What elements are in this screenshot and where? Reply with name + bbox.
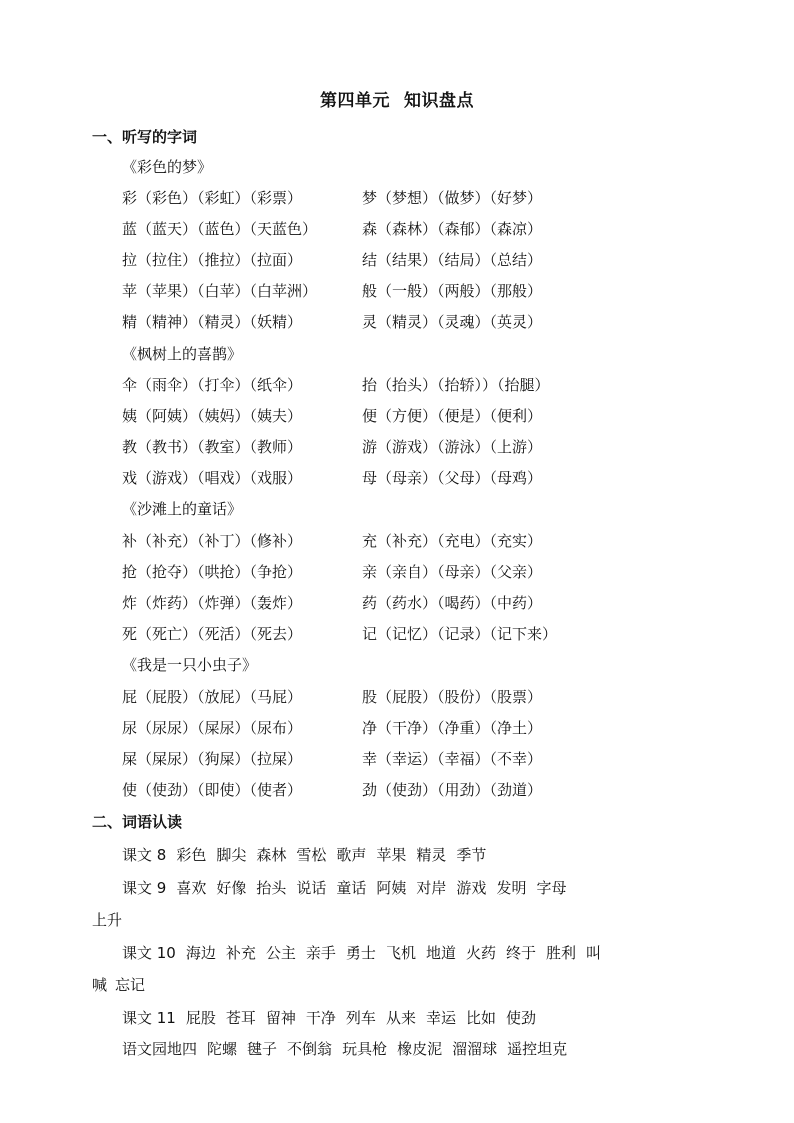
- vocab-word: 遥控坦克: [507, 1040, 568, 1058]
- vocab-word: 喜欢: [176, 879, 207, 897]
- vocab-word: 叫: [586, 944, 602, 962]
- vocab-word: 不倒翁: [287, 1040, 333, 1058]
- vocab-word: 屁股: [185, 1009, 216, 1027]
- char-entry: 森（森林）（森郁）（森凉）: [362, 220, 543, 238]
- vocab-word: 留神: [265, 1009, 296, 1027]
- vocab-word: 比如: [465, 1009, 496, 1027]
- char-entry: 姨（阿姨）（姨妈）（姨夫）: [122, 407, 303, 425]
- vocab-word: 好像: [216, 879, 247, 897]
- vocab-word: 幸运: [425, 1009, 456, 1027]
- char-entry: 戏（游戏）（唱戏）（戏服）: [122, 469, 303, 487]
- vocab-word: 补充: [225, 944, 256, 962]
- vocab-word: 亲手: [305, 944, 336, 962]
- vocab-word: 游戏: [456, 879, 487, 897]
- page-title: [0, 86, 794, 111]
- char-entry: 幸（幸运）（幸福）（不幸）: [362, 750, 543, 768]
- char-entry: 精（精神）（精灵）（妖精）: [122, 313, 303, 331]
- vocab-word: 公主: [265, 944, 296, 962]
- vocab-word: 干净: [305, 1009, 336, 1027]
- char-entry: 屁（屁股）（放屁）（马屁）: [122, 688, 303, 706]
- vocab-word: 对岸: [416, 879, 447, 897]
- char-entry: 补（补充）（补丁）（修补）: [122, 532, 303, 550]
- vocab-word: 彩色: [176, 846, 207, 864]
- vocab-word: 精灵: [416, 846, 447, 864]
- vocab-word: 喊: [92, 976, 108, 994]
- char-entry: 抬（抬头）（抬轿））（抬腿）: [362, 376, 550, 394]
- vocab-row: [122, 1007, 546, 1028]
- vocab-word: 列车: [345, 1009, 376, 1027]
- char-entry: 抢（抢夺）（哄抢）（争抢）: [122, 563, 303, 581]
- char-entry: 灵（精灵）（灵魂）（英灵）: [362, 313, 543, 331]
- lesson-label: 语文园地四: [122, 1040, 198, 1058]
- vocab-word: 发明: [496, 879, 527, 897]
- vocab-row-continuation: [92, 974, 153, 995]
- vocab-word: 抬头: [256, 879, 287, 897]
- vocab-row-continuation: [92, 909, 130, 930]
- vocab-word: 雪松: [296, 846, 327, 864]
- vocab-word: 飞机: [385, 944, 416, 962]
- vocab-word: 毽子: [247, 1040, 278, 1058]
- lesson-label: 课文 9: [122, 879, 167, 897]
- vocab-word: 季节: [456, 846, 487, 864]
- char-entry: 亲（亲自）（母亲）（父亲）: [362, 563, 543, 581]
- lesson-label: 课文 10: [122, 944, 176, 962]
- char-entry: 梦（梦想）（做梦）（好梦）: [362, 189, 543, 207]
- vocab-word: 苍耳: [225, 1009, 256, 1027]
- vocab-word: 橡皮泥: [397, 1040, 443, 1058]
- char-entry: 伞（雨伞）（打伞）（纸伞）: [122, 376, 303, 394]
- char-entry: 蓝（蓝天）（蓝色）（天蓝色）: [122, 220, 318, 238]
- vocab-word: 苹果: [376, 846, 407, 864]
- lesson-label: 课文 11: [122, 1009, 176, 1027]
- vocab-word: 从来: [385, 1009, 416, 1027]
- vocab-word: 森林: [256, 846, 287, 864]
- char-entry: 母（母亲）（父母）（母鸡）: [362, 469, 543, 487]
- lesson-label: 课文 8: [122, 846, 167, 864]
- char-entry: 充（补充）（充电）（充实）: [362, 532, 543, 550]
- char-entry: 游（游戏）（游泳）（上游）: [362, 438, 543, 456]
- vocab-word: 使劲: [505, 1009, 536, 1027]
- page-title-topic: 知识盘点: [404, 91, 474, 111]
- char-entry: 结（结果）（结局）（总结）: [362, 251, 543, 269]
- vocab-word: 童话: [336, 879, 367, 897]
- char-entry: 拉（拉住）（推拉）（拉面）: [122, 251, 303, 269]
- char-entry: 苹（苹果）（白苹）（白苹洲）: [122, 282, 318, 300]
- vocab-word: 终于: [505, 944, 536, 962]
- char-entry: 劲（使劲）（用劲）（劲道）: [362, 781, 543, 799]
- char-entry: 般（一般）（两般）（那般）: [362, 282, 543, 300]
- char-entry: 炸（炸药）（炸弹）（轰炸）: [122, 594, 303, 612]
- vocab-row: [122, 1038, 577, 1059]
- vocab-row: [122, 844, 496, 865]
- vocab-word: 阿姨: [376, 879, 407, 897]
- char-entry: 彩（彩色）（彩虹）（彩票）: [122, 189, 303, 207]
- char-entry: 使（使劲）（即使）（使者）: [122, 781, 303, 799]
- char-entry: 药（药水）（喝药）（中药）: [362, 594, 543, 612]
- section-heading-word-reading: 二、词语认读: [92, 813, 183, 831]
- lesson-title: 《沙滩上的童话》: [122, 500, 243, 518]
- vocab-word: 地道: [425, 944, 456, 962]
- char-entry: 死（死亡）（死活）（死去）: [122, 625, 303, 643]
- vocab-word: 说话: [296, 879, 327, 897]
- lesson-title: 《彩色的梦》: [122, 158, 213, 176]
- char-entry: 尿（尿尿）（屎尿）（尿布）: [122, 719, 303, 737]
- char-entry: 股（屁股）（股份）（股票）: [362, 688, 543, 706]
- vocab-word: 火药: [465, 944, 496, 962]
- char-entry: 净（干净）（净重）（净土）: [362, 719, 543, 737]
- vocab-word: 忘记: [115, 976, 146, 994]
- lesson-title: 《我是一只小虫子》: [122, 656, 258, 674]
- vocab-word: 上升: [92, 911, 123, 929]
- vocab-word: 陀螺: [207, 1040, 238, 1058]
- char-entry: 屎（屎尿）（狗屎）（拉屎）: [122, 750, 303, 768]
- char-entry: 记（记忆）（记录）（记下来）: [362, 625, 558, 643]
- vocab-word: 胜利: [546, 944, 577, 962]
- vocab-word: 玩具枪: [342, 1040, 388, 1058]
- vocab-word: 勇士: [345, 944, 376, 962]
- vocab-word: 海边: [185, 944, 216, 962]
- char-entry: 便（方便）（便是）（便利）: [362, 407, 543, 425]
- vocab-word: 溜溜球: [452, 1040, 498, 1058]
- vocab-word: 字母: [536, 879, 567, 897]
- vocab-word: 脚尖: [216, 846, 247, 864]
- vocab-row: [122, 942, 611, 963]
- section-heading-dictation: 一、听写的字词: [92, 128, 198, 146]
- lesson-title: 《枫树上的喜鹊》: [122, 345, 243, 363]
- char-entry: 教（教书）（教室）（教师）: [122, 438, 303, 456]
- page-title-unit: 第四单元: [320, 91, 390, 111]
- vocab-word: 歌声: [336, 846, 367, 864]
- vocab-row: [122, 877, 576, 898]
